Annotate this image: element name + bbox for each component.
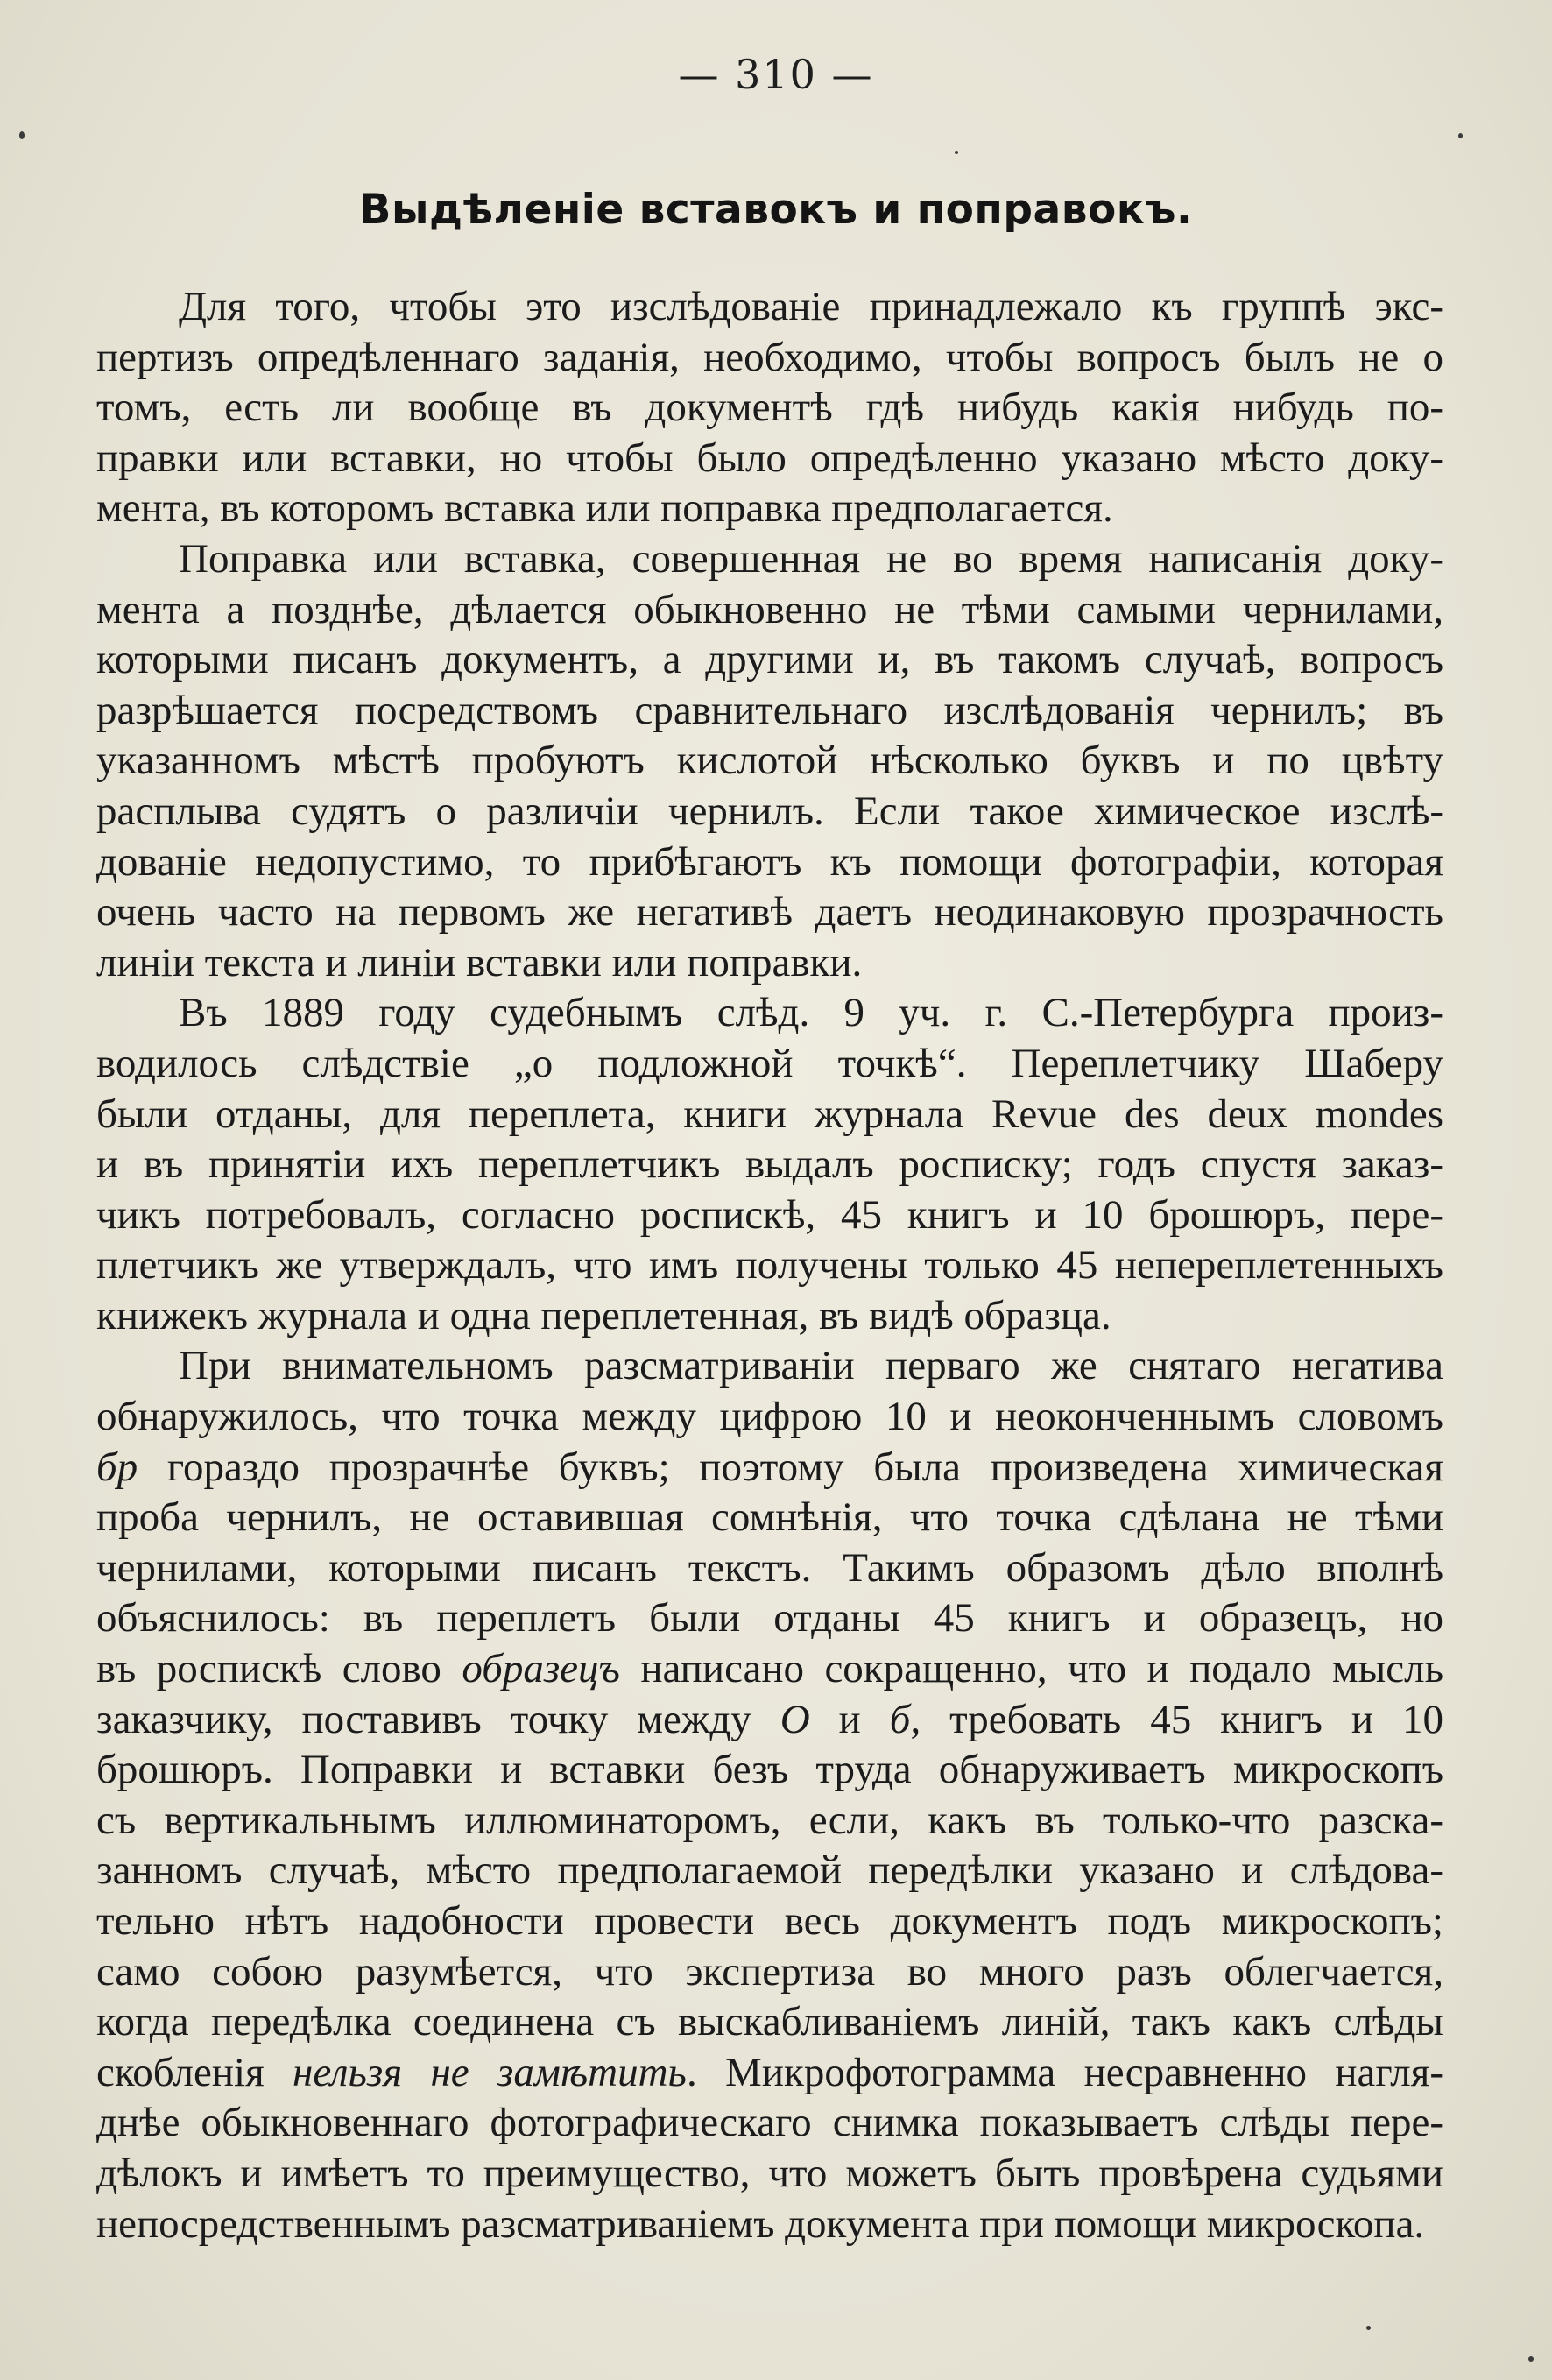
text-line: брошюръ. Поправки и вставки безъ труда обнаруживаетъ микроскопъ [96,1747,1443,1793]
text-line: мента а позднѣе, дѣлается обыкновенно не тѣми самыми чернилами, [96,586,1443,632]
text-line: въ роспискѣ слово образецъ написано сокращенно, что и подало мысль [96,1646,1443,1692]
text-line: проба чернилъ, не оставившая сомнѣнія, что точка сдѣлана не тѣми [96,1494,1443,1541]
text-line: само собою разумѣется, что экспертиза во много разъ облегчается, [96,1948,1443,1995]
text-line: заказчику, поставивъ точку между О и б, требовать 45 книгъ и 10 [96,1696,1443,1742]
text-line: занномъ случаѣ, мѣсто предполагаемой передѣлки указано и слѣдова- [96,1847,1443,1894]
text-line: тельно нѣтъ надобности провести весь документъ подъ микроскопъ; [96,1898,1443,1944]
body-text [96,282,1443,2249]
section-title: Выдѣленіе вставокъ и поправокъ. [359,186,1193,234]
text-line: линіи текста и линіи вставки или поправки. [96,939,863,985]
text-line: указанномъ мѣстѣ пробуютъ кислотой нѣсколько буквъ и по цвѣту [96,738,1443,784]
text-line: правки или вставки, но чтобы было опредѣленно указано мѣсто доку- [96,434,1443,481]
text-line: плетчикъ же утверждалъ, что имъ получены только 45 непереплетенныхъ [96,1242,1443,1289]
text-line: водилось слѣдствіе „о подложной точкѣ“. Переплетчику Шаберу [96,1040,1443,1086]
text-line: скобленія нельзя не замѣтить. Микрофотограмма несравненно нагля- [96,2049,1443,2095]
page-number: — 310 — [678,51,874,98]
text-line: и въ принятіи ихъ переплетчикъ выдалъ росписку; годъ спустя заказ- [96,1141,1443,1188]
text-line: книжекъ журнала и одна переплетенная, въ видѣ образца. [96,1292,1111,1338]
text-line: обнаружилось, что точка между цифрою 10 и неоконченнымъ словомъ [96,1394,1443,1440]
text-line: Для того, чтобы это изслѣдованіе принадлежало къ группѣ экс- [179,284,1443,329]
text-line: Поправка или вставка, совершенная не во время написанія доку- [179,535,1443,582]
scan-speck [1528,2356,1534,2362]
text-line: были отданы, для переплета, книги журнала Revue des deux mondes [96,1091,1443,1137]
text-line: бр гораздо прозрачнѣе буквъ; поэтому была произведена химическая [96,1444,1443,1490]
text-line: чернилами, которыми писанъ текстъ. Такимъ образомъ дѣло вполнѣ [96,1544,1443,1591]
text-line: дѣлокъ и имѣетъ то преимущество, что можетъ быть провѣрена судьями [96,2150,1443,2196]
text-line: пертизъ опредѣленнаго заданія, необходимо, чтобы вопросъ былъ не о [96,334,1443,380]
text-line: Въ 1889 году судебнымъ слѣд. 9 уч. г. С.-Петербурга произ- [179,990,1443,1036]
text-line: непосредственнымъ разсматриваніемъ документа при помощи микроскопа. [96,2200,1425,2247]
scan-speck [19,131,25,139]
text-line: чикъ потребовалъ, согласно роспискѣ, 45 книгъ и 10 брошюръ, пере- [96,1191,1443,1238]
text-line: томъ, есть ли вообще въ документѣ гдѣ нибудь какія нибудь по- [96,385,1443,431]
scan-speck [955,151,958,154]
text-line: когда передѣлка соединена съ выскабливаніемъ линій, такъ какъ слѣды [96,1999,1443,2045]
text-line: объяснилось: въ переплетъ были отданы 45 книгъ и образецъ, но [96,1595,1443,1642]
text-line: расплыва судятъ о различіи чернилъ. Если такое химическое изслѣ- [96,787,1443,834]
text-line: съ вертикальнымъ иллюминаторомъ, если, какъ въ только-что разска- [96,1797,1443,1843]
text-line: очень часто на первомъ же негативѣ даетъ неодинаковую прозрачность [96,889,1443,936]
text-line: При внимательномъ разсматриваніи перваго же снятаго негатива [179,1343,1443,1389]
text-line: мента, въ которомъ вставка или поправка предполагается. [96,485,1113,532]
scan-speck [1366,2326,1371,2330]
text-line: дованіе недопустимо, то прибѣгаютъ къ помощи фотографіи, которая [96,838,1443,885]
text-line: которыми писанъ документъ, а другими и, въ такомъ случаѣ, вопросъ [96,637,1443,683]
text-line: разрѣшается посредствомъ сравнительнаго изслѣдованія чернилъ; въ [96,687,1443,733]
text-line: днѣе обыкновеннаго фотографическаго снимка показываетъ слѣды пере- [96,2100,1443,2146]
scan-speck [1458,133,1463,138]
